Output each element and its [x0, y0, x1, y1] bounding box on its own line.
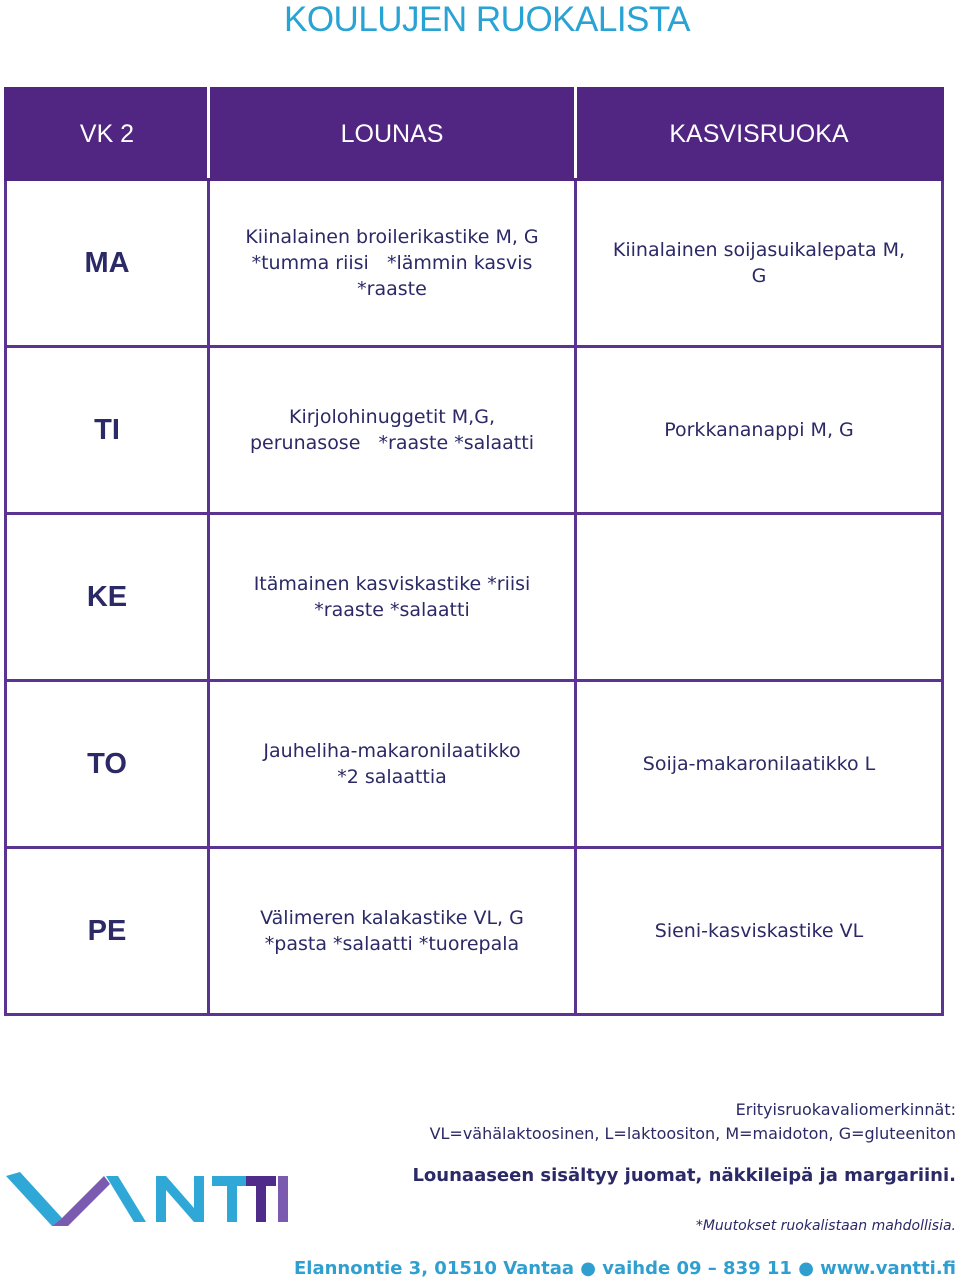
lunch-dish-line: Itämainen kasviskastike *riisi	[253, 573, 531, 595]
lunch-header: LOUNAS	[209, 89, 576, 180]
lunch-dish-line: Jauheliha-makaronilaatikko	[263, 740, 521, 762]
lunch-cell	[209, 848, 576, 1015]
menu-row	[6, 848, 943, 1015]
vegetarian-header: KASVISRUOKA	[576, 89, 943, 180]
menu-row	[6, 347, 943, 514]
day-label: KE	[6, 514, 209, 681]
menu-row	[6, 180, 943, 347]
week-header: VK 2	[6, 89, 209, 180]
day-label: MA	[6, 180, 209, 347]
page-title: KOULUJEN RUOKALISTA	[283, 0, 691, 39]
lunch-cell	[209, 180, 576, 347]
vegetarian-dish-line: Porkkananappi M, G	[664, 419, 854, 441]
vegetarian-cell	[576, 514, 943, 681]
vegetarian-dish-line: Soija-makaronilaatikko L	[642, 753, 876, 775]
lunch-cell	[209, 681, 576, 848]
lunch-dish-line: *raaste	[357, 278, 427, 300]
changes-note: *Muutokset ruokalistaan mahdollisia.	[695, 1218, 956, 1234]
lunch-cell	[209, 514, 576, 681]
lunch-dish-line: perunasose *raaste *salaatti	[250, 432, 534, 454]
header-row	[6, 89, 943, 180]
menu-table	[4, 87, 944, 1016]
diet-title: Erityisruokavaliomerkinnät:	[735, 1100, 956, 1119]
menu-row	[6, 681, 943, 848]
lunch-dish-line: *pasta *salaatti *tuorepala	[264, 933, 520, 955]
vegetarian-cell	[576, 347, 943, 514]
lunch-dish-line: *2 salaattia	[337, 766, 447, 788]
included-note: Lounaaseen sisältyy juomat, näkkileipä ja margariini.	[412, 1165, 956, 1186]
vegetarian-dish-line: Sieni-kasviskastike VL	[654, 920, 864, 942]
vantti-logo	[6, 1168, 288, 1226]
vegetarian-cell	[576, 848, 943, 1015]
vegetarian-cell	[576, 681, 943, 848]
lunch-cell	[209, 347, 576, 514]
day-label: PE	[6, 848, 209, 1015]
vegetarian-cell	[576, 180, 943, 347]
diet-legend: VL=vähälaktoosinen, L=laktoositon, M=maidoton, G=gluteeniton	[429, 1124, 956, 1143]
lunch-dish-line: Kiinalainen broilerikastike M, G	[245, 226, 539, 248]
lunch-dish-line: Kirjolohinuggetit M,G,	[289, 406, 495, 428]
menu-row	[6, 514, 943, 681]
lunch-dish-line: *raaste *salaatti	[314, 599, 470, 621]
vegetarian-dish-line: G	[751, 265, 767, 287]
lunch-dish-line: Välimeren kalakastike VL, G	[260, 907, 524, 929]
vegetarian-dish-line: Kiinalainen soijasuikalepata M,	[612, 239, 906, 261]
lunch-dish-line: *tumma riisi *lämmin kasvis	[251, 252, 533, 274]
contact-info: Elannontie 3, 01510 Vantaa ● vaihde 09 – 839 11 ● www.vantti.fi	[294, 1258, 956, 1279]
day-label: TI	[6, 347, 209, 514]
day-label: TO	[6, 681, 209, 848]
